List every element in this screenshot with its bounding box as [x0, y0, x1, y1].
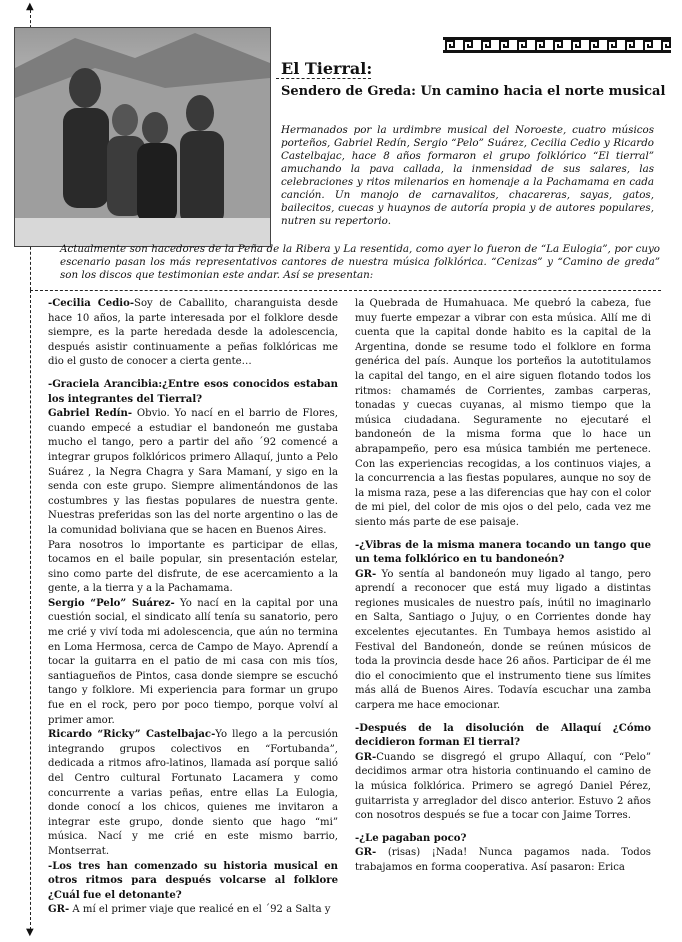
paragraph: [355, 568, 651, 714]
paragraph: [48, 903, 338, 918]
paragraph: la Quebrada de Humahuaca. Me quebró la cabeza, fue muy fuerte empezar a vibrar con esta música. Allí me di cuenta que la capital donde habito es la capital de la Argentina, donde se resume todo el folklore en forma genérica del país. Aunque los porteños la autotitulamos la capital del tango, en el aire siguen flotando todos los ritmos: chamamés de Corrientes, zambas carperas, tonadas y cuecas cuyanas, al mismo tiempo que la música ciudadana. Seguramente no ejecutaré el bandoneón de la misma forma que lo hace un abrapampeño, pero esa música también me pertenece. Con las experiencias recogidas, a los continuos viajes, a la concurrencia a las fiestas populares, aunque no soy de la misma raza, pese a las diferencias que hay con el color de mi piel, del color de mis ojos o del pelo, cada vez me siento más parte de ese paisaje.: [355, 298, 651, 528]
speaker-name: Ricardo “Ricky” Castelbajac-: [48, 729, 216, 741]
title-underline: [276, 78, 371, 79]
question-text: -¿Le pagaban poco?: [355, 832, 467, 844]
question-text: -Graciela Arancibia:¿Entre esos conocidos estaban los integrantes del Tierral?: [48, 378, 338, 405]
question-text: -Los tres han comenzado su historia musical en otros ritmos para después volcarse al folklore ¿Cuál fue el detonante?: [48, 860, 338, 901]
right-column: [355, 297, 651, 876]
interview-question: [355, 722, 651, 751]
speaker-name: GR-: [48, 904, 70, 916]
horizontal-dashed-rule: [30, 290, 661, 291]
question-text: -¿Vibras de la misma manera tocando un tango que un tema folklórico en tu bandoneón?: [355, 539, 651, 566]
paragraph: [48, 728, 338, 859]
speaker-name: -Cecilia Cedio-: [48, 298, 135, 309]
article-subtitle: Sendero de Greda: Un camino hacia el norte musical: [281, 84, 666, 99]
intro-paragraph-continued: Actualmente son hacedores de la Peña de la Ribera y La resentida, como ayer lo fueron de “La Eulogia”, por cuyo escenario pasan los más representativos cantores de nuestra música folklórica. “Cenizas” y “Camino de greda” son los discos que testimonian este andar. Así se presentan:: [60, 243, 660, 281]
speaker-name: Sergio “Pelo” Suárez-: [48, 597, 175, 609]
answer-text: Yo llego a la percusión integrando grupos colectivos en “Fortubanda”, dedicada a ritmos afro-latinos, llamada así porque salió del Centro cultural Fortunato Lacamera y como concurrente a varias peñas, entre ellas La Eulogia, donde conocí a los chicos, quienes me invitaron a integrar este grupo, donde siento que hago “mi” música. Nací y me crié en este mismo barrio, Montserrat.: [48, 729, 338, 857]
paragraph: [355, 846, 651, 875]
answer-text: (risas) ¡Nada! Nunca pagamos nada. Todos trabajamos en forma cooperativa. Así pasaron: Erica: [355, 847, 651, 873]
speaker-name: GR-: [355, 847, 377, 859]
band-photo-illustration: [15, 28, 270, 246]
paragraph: [48, 297, 338, 370]
paragraph: [48, 597, 338, 728]
interview-question: [48, 860, 338, 904]
paragraph: [48, 407, 338, 538]
question-text: -Después de la disolución de Allaquí ¿Cómo decidieron forman El tierral?: [355, 722, 651, 749]
article-title: El Tierral:: [281, 59, 373, 78]
answer-text: A mí el primer viaje que realicé en el ´92 a Salta y: [69, 904, 331, 916]
speaker-name: Gabriel Redín-: [48, 408, 133, 420]
left-column: [48, 297, 338, 918]
speaker-name: GR-: [355, 568, 377, 580]
interview-question: [355, 539, 651, 568]
arrow-down-icon: ▼: [26, 927, 34, 938]
arrow-up-icon: ▲: [26, 1, 34, 12]
paragraph: Para nosotros lo importante es participar de ellas, tocamos en el baile popular, sin presentación estelar, sino como parte del disfrute, de ese acercamiento a la gente, a la tierra y a la Pachamama.: [48, 539, 338, 595]
band-photo: [14, 27, 271, 247]
speaker-name: GR-: [355, 751, 377, 763]
answer-text: Yo sentía al bandoneón muy ligado al tango, pero aprendí a reconocer que está muy ligado a distintas regiones musicales de nuestro país, inútil no imaginarlo en Salta, Santiago o Jujuy, o en Corrientes donde hay excelentes ejecutantes. En Tumbaya hemos asistido al Festival del Bandoneón, donde se reúnen músicos de toda la provincia desde hace 26 años. Participar de él me dio el conocimiento que el instrumento tiene sus límites más allá de Buenos Aires. Todavía escuchar una zamba carpera me hace emocionar.: [355, 568, 651, 712]
answer-text: Soy de Caballito, charanguista desde hace 10 años, la parte interesada por el folklore desde siempre, es la parte heredada desde la adolescencia, después asistir continuamente a peñas folklóricas me dio el gusto de conocer a cierta gente…: [48, 298, 338, 368]
paragraph: [355, 751, 651, 824]
interview-question: [355, 832, 651, 847]
interview-question: [48, 378, 338, 407]
vertical-dashed-rule-lower: [30, 290, 31, 930]
answer-text: Obvio. Yo nací en el barrio de Flores, cuando empecé a estudiar el bandoneón me gustaba mucho el tango, pero a partir del año ´92 comencé a integrar grupos folklóricos primero Allaquí, junto a Pelo Suárez , la Negra Chagra y Sara Mamaní, y sigo en la senda con este grupo. Siempre alimentándonos de las costumbres y las fiestas populares de nuestra gente. Nuestras preferidas son las del norte argentino o las de la comunidad boliviana que se hacen en Buenos Aires.: [48, 408, 339, 536]
greek-key-ornament: [443, 37, 671, 53]
intro-paragraph: Hermanados por la urdimbre musical del Noroeste, cuatro músicos porteños, Gabriel Redín, Sergio “Pelo” Suárez, Cecilia Cedio y Ricardo Castelbajac, hace 8 años formaron el grupo folklórico “El tierral” amuchando la pava callada, la inmensidad de sus salares, las celebraciones y ritos milenarios en homenaje a la Pachamama en cada canción. Un manojo de carnavalitos, chacareras, sayas, gatos, bailecitos, cuecas y huaynos de autoría propia y de autores populares, nutren su repertorio.: [281, 124, 654, 227]
answer-text: Yo nací en la capital por una cuestión social, el sindicato allí tenía su sanatorio, pero me crié y viví toda mi adolescencia, que aún no termina en Loma Hermosa, cerca de Campo de Mayo. Aprendí a tocar la guitarra en el patio de mi casa con mis tíos, santiagueños de Pintos, casa donde siempre se escuchó tango y folklore. Mi experiencia para formar un grupo fue en el rock, pero por poco tiempo, porque volví al primer amor.: [48, 597, 338, 726]
answer-text: Cuando se disgregó el grupo Allaquí, con “Pelo” decidimos armar otra historia continuando el camino de la música folklórica. Primero se agregó Daniel Pérez, guitarrista y arreglador del disco anterior. Estuvo 2 años con nosotros después se fue a tocar con Jaime Torres.: [355, 751, 651, 822]
